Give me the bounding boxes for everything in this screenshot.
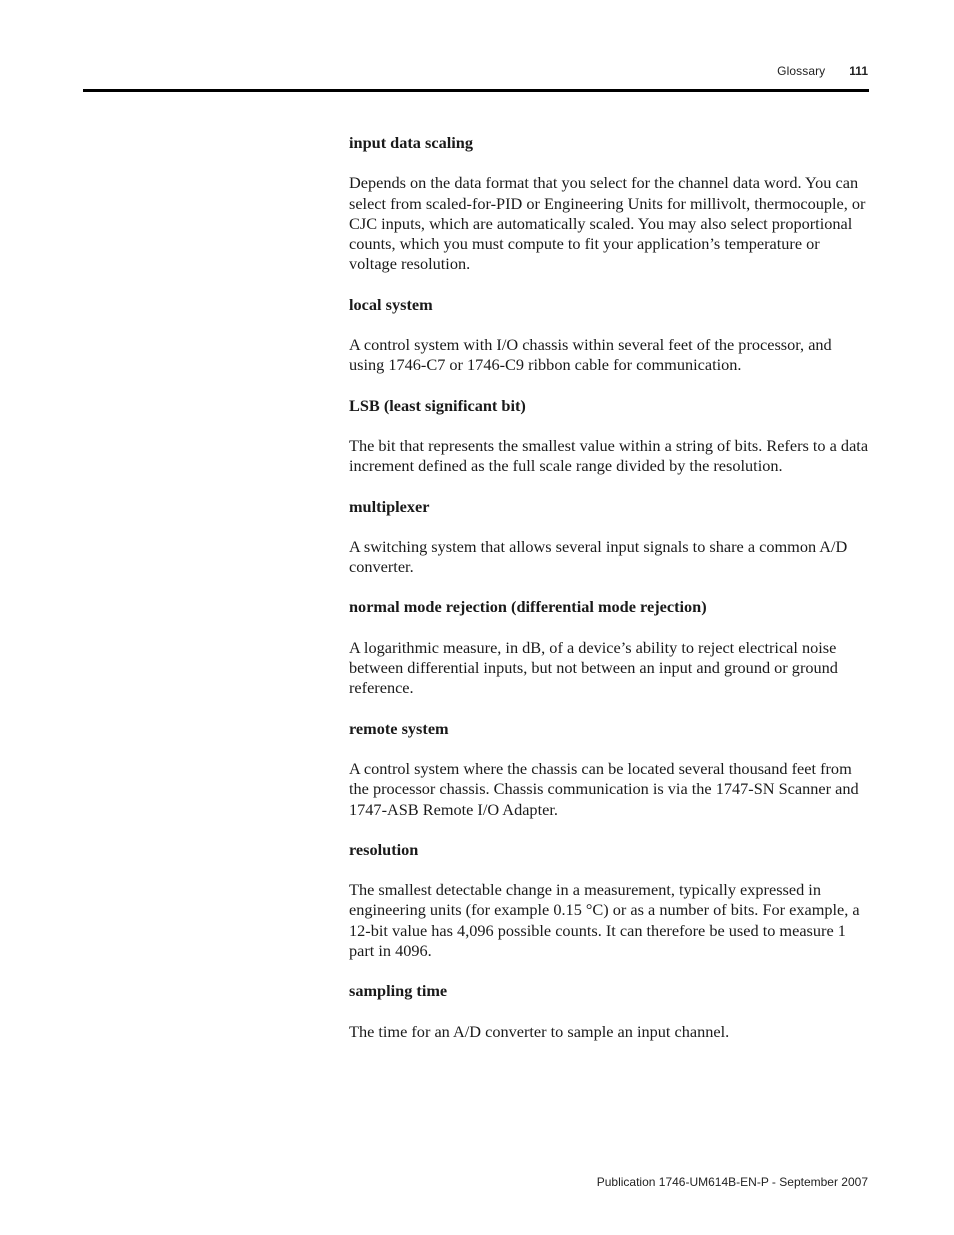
header-rule bbox=[83, 89, 869, 92]
glossary-definition: Depends on the data format that you select for the channel data word. You can select from scaled-for-PID or Engineering Units for millivolt, thermocouple, or CJC inputs, which are automatically scaled. You may also select proportional counts, which you must compute to fit your application’s temperature or voltage resolution. bbox=[349, 173, 866, 274]
page-number: 111 bbox=[849, 64, 868, 78]
glossary-definition: A control system with I/O chassis within several feet of the processor, and using 1746-C7 or 1746-C9 ribbon cable for communication. bbox=[349, 335, 832, 375]
glossary-definition: A control system where the chassis can be located several thousand feet from the processor chassis. Chassis communication is via the 1747-SN Scanner and 1747-ASB Remote I/O Adapter. bbox=[349, 758, 859, 819]
glossary-entry bbox=[349, 396, 869, 477]
glossary-definition: The bit that represents the smallest value within a string of bits. Refers to a data increment defined as the full scale range divided by the resolution. bbox=[349, 435, 869, 476]
page-header bbox=[777, 64, 868, 78]
glossary-entry bbox=[349, 981, 869, 1042]
glossary-entry bbox=[349, 719, 869, 820]
glossary-entry bbox=[349, 295, 869, 376]
glossary-term: normal mode rejection (differential mode rejection) bbox=[349, 597, 707, 617]
glossary-entry bbox=[349, 133, 869, 275]
section-name: Glossary bbox=[777, 64, 826, 78]
glossary-term: local system bbox=[349, 294, 433, 314]
glossary-term: input data scaling bbox=[349, 133, 473, 152]
glossary-definition: A switching system that allows several input signals to share a common A/D converter. bbox=[349, 536, 848, 577]
glossary-definition: The smallest detectable change in a measurement, typically expressed in engineering units (for example 0.15 °C) or as a number of bits. For example, a 12-bit value has 4,096 possible counts. It can therefore be used to measure 1 part in 4096. bbox=[349, 880, 860, 961]
glossary-entry bbox=[349, 840, 869, 961]
glossary-term: sampling time bbox=[349, 981, 448, 1001]
glossary-entry bbox=[349, 497, 869, 578]
glossary-term: LSB (least significant bit) bbox=[349, 395, 526, 415]
glossary-definition: The time for an A/D converter to sample an input channel. bbox=[349, 1021, 730, 1041]
glossary-term: remote system bbox=[349, 718, 449, 738]
glossary-list bbox=[349, 133, 869, 1062]
glossary-definition: A logarithmic measure, in dB, of a device’s ability to reject electrical noise between differential inputs, but not between an input and ground or ground reference. bbox=[349, 637, 838, 698]
glossary-term: multiplexer bbox=[349, 496, 430, 516]
publication-footer: Publication 1746-UM614B-EN-P - September 2007 bbox=[596, 1175, 868, 1189]
glossary-entry bbox=[349, 597, 869, 698]
glossary-term: resolution bbox=[349, 839, 419, 859]
